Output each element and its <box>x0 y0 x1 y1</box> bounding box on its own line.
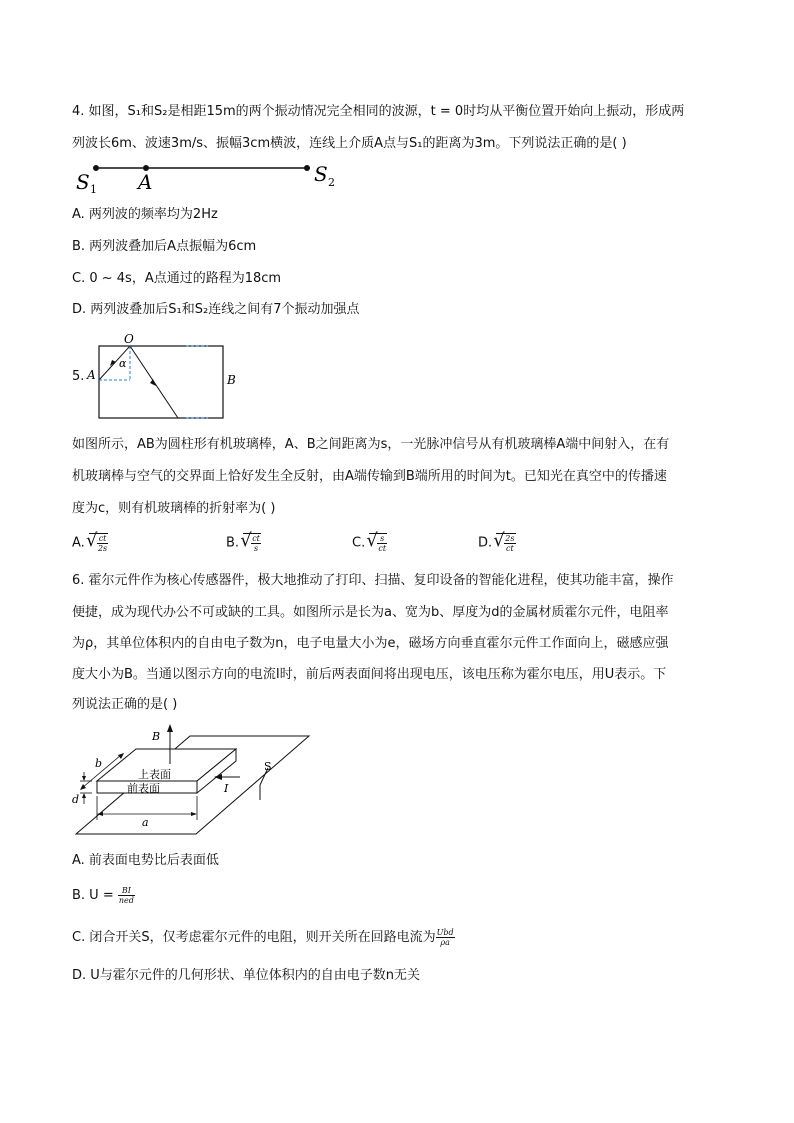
q6-option-c-prefix: C. 闭合开关S，仅考虑霍尔元件的电阻，则开关所在回路电流为 <box>72 930 436 945</box>
q4-option-c: C. 0 ~ 4s，A点通过的路程为18cm <box>72 271 282 286</box>
q6-label-b-field: B <box>152 730 161 743</box>
q6-option-b-den: ned <box>118 896 134 905</box>
q5-option-d <box>478 533 516 553</box>
q4-option-d: D. 两列波叠加后S₁和S₂连线之间有7个振动加强点 <box>72 302 360 317</box>
q4-label-s1: S <box>76 170 90 194</box>
q6-stem-line2: 便捷，成为现代办公不可或缺的工具。如图所示是长为a、宽为b、厚度为d的金属材质霍尔元件，电阻率 <box>72 605 669 620</box>
q4-label-a: A <box>138 170 153 194</box>
q6-label-a: a <box>142 816 149 829</box>
q4-diagram <box>72 158 342 198</box>
q5-option-a-label: A. <box>72 535 85 551</box>
q6-stem-line3: 为ρ，其单位体积内的自由电子数为n，电子电量大小为e，磁场方向垂直霍尔元件工作面向上，磁感应强 <box>72 636 669 651</box>
q5-label-alpha: α <box>119 357 127 370</box>
q6-label-d: d <box>72 793 80 806</box>
q5-number: 5. <box>72 369 85 384</box>
q4-option-b: B. 两列波叠加后A点振幅为6cm <box>72 239 257 254</box>
q5-option-c-num: √ s <box>377 534 387 544</box>
q5-option-d-num: √ 2s <box>505 534 515 543</box>
q6-option-b <box>72 886 135 906</box>
q5-stem-line2: 机玻璃棒与空气的交界面上恰好发生全反射，由A端传输到B端所用的时间为t。已知光在真空中的传播速 <box>72 469 667 484</box>
q4-stem-line1: 4. 如图，S₁和S₂是相距15m的两个振动情况完全相同的波源，t = 0时均从平衡位置开始向上振动，形成两 <box>72 104 685 119</box>
q6-stem-line4: 度大小为B。当通以图示方向的电流I时，前后两表面间将出现电压，该电压称为霍尔电压，用U表示。下 <box>72 667 667 682</box>
q5-option-b-num: √ ct <box>252 534 260 543</box>
q5-option-b-label: B. <box>226 535 240 551</box>
q5-option-d-den: ct <box>506 544 514 553</box>
q5-stem-line1: 如图所示，AB为圆柱形有机玻璃棒，A、B之间距离为s，一光脉冲信号从有机玻璃棒A端中间射入，在有 <box>72 437 670 452</box>
q6-option-c <box>72 928 455 948</box>
q5-option-b-den: s <box>254 544 259 553</box>
q5-option-a-num: √ ct <box>98 534 107 543</box>
q6-option-c-den: ρa <box>440 938 450 947</box>
q5-option-c <box>352 533 387 553</box>
q6-option-d: D. U与霍尔元件的几何形状、单位体积内的自由电子数n无关 <box>72 968 421 983</box>
q5-diagram <box>86 332 246 422</box>
q4-option-a: A. 两列波的频率均为2Hz <box>72 207 218 222</box>
q4-label-s2: S <box>314 162 328 186</box>
q6-label-b-side: b <box>95 757 103 770</box>
q6-option-b-prefix: B. U = <box>72 888 118 903</box>
q5-option-a <box>72 533 108 553</box>
q5-option-a-den: 2s <box>97 544 108 553</box>
q4-stem-line2: 列波长6m、波速3m/s、振幅3cm横波，连线上介质A点与S₁的距离为3m。下列说法正确的是( ) <box>72 136 627 151</box>
q5-option-c-label: C. <box>352 535 366 551</box>
q4-label-s1-sub: 1 <box>90 183 97 196</box>
q6-option-b-num: BI <box>118 886 135 896</box>
q6-stem-line5: 列说法正确的是( ) <box>72 697 178 712</box>
q6-label-i: I <box>224 782 229 795</box>
q6-label-top-face: 上表面 <box>138 768 171 781</box>
q6-stem-line1: 6. 霍尔元件作为核心传感器件，极大地推动了打印、扫描、复印设备的智能化进程，使其功能丰富，操作 <box>72 573 674 588</box>
q5-label-o: O <box>124 332 134 346</box>
q5-option-b <box>226 533 261 553</box>
q6-label-s: S <box>264 760 272 773</box>
q6-diagram <box>72 722 322 840</box>
q5-option-c-den: ct <box>378 544 387 553</box>
q6-label-front-face: 前表面 <box>127 782 160 795</box>
q5-label-a: A <box>87 368 96 382</box>
q6-option-c-num: Ubd <box>436 928 454 937</box>
q4-label-s2-sub: 2 <box>328 176 335 189</box>
q5-stem-line3: 度为c，则有机玻璃棒的折射率为( ) <box>72 501 276 516</box>
q6-option-a: A. 前表面电势比后表面低 <box>72 853 219 868</box>
q5-label-b: B <box>227 373 236 387</box>
q5-option-d-label: D. <box>478 535 493 551</box>
